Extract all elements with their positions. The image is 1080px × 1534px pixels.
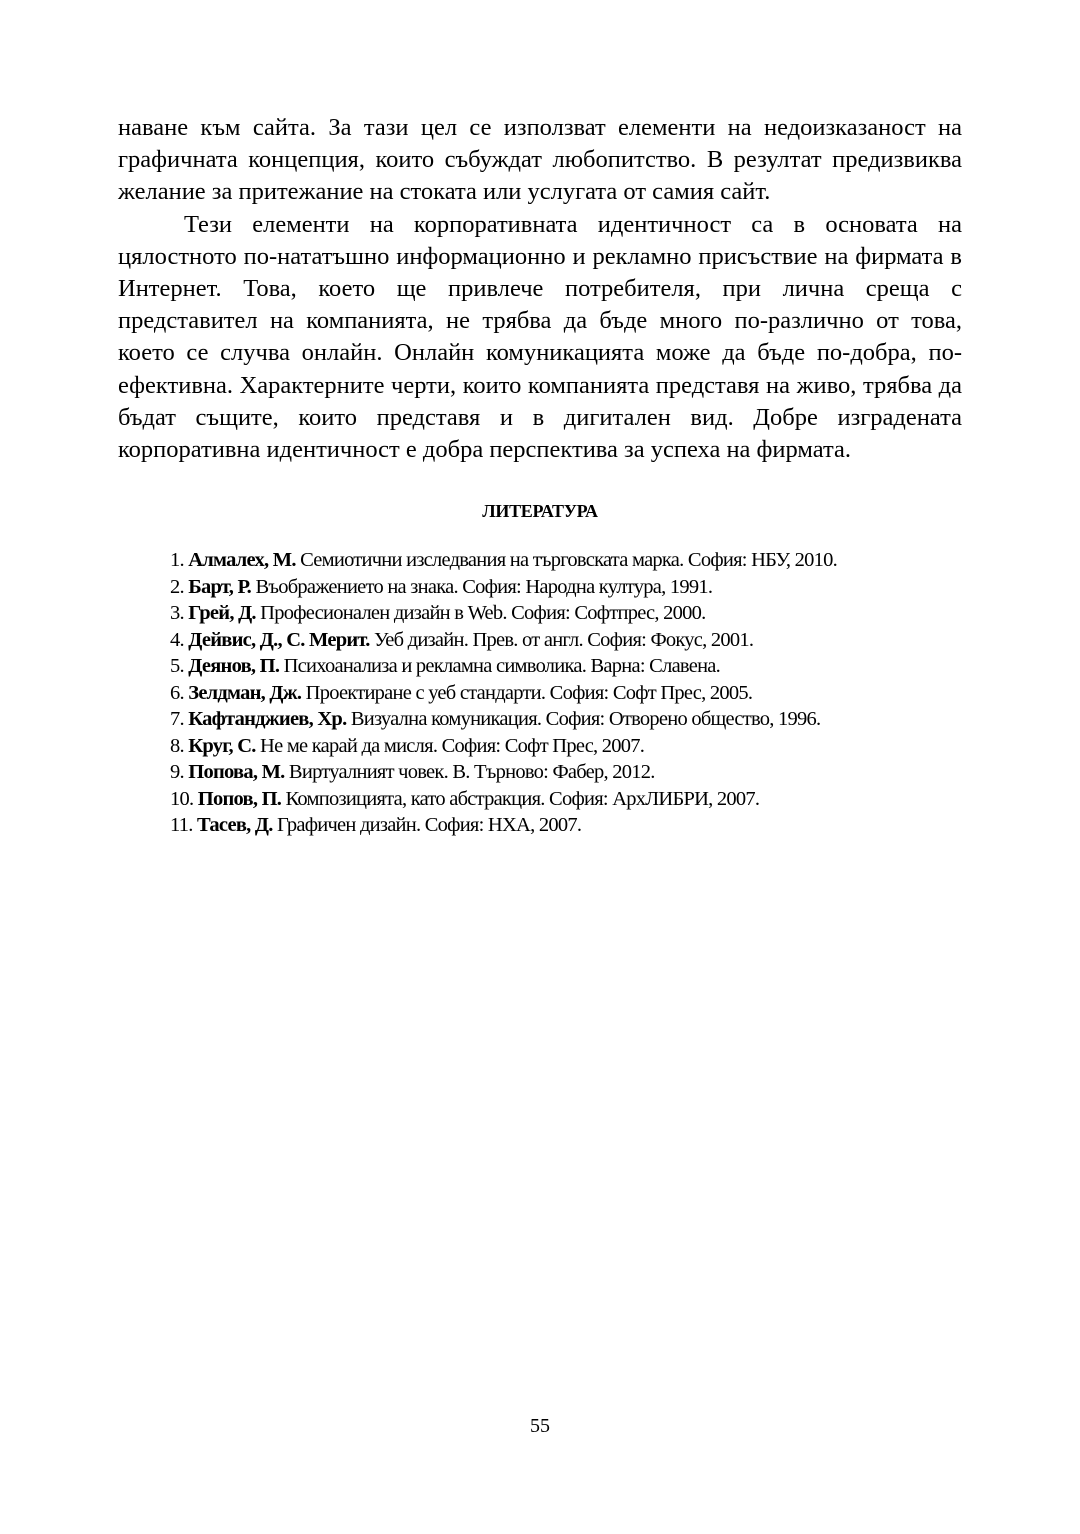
reference-author: Дейвис, Д., С. Мерит. [188, 628, 370, 651]
reference-details: Уеб дизайн. Прев. от англ. София: Фокус, 2001. [373, 628, 754, 651]
reference-item [170, 759, 962, 786]
reference-item [170, 706, 962, 733]
reference-number: 6. [170, 681, 184, 704]
reference-number: 10. [170, 787, 194, 810]
reference-details: Проектиране с уеб стандарти. София: Софт Прес, 2005. [305, 681, 753, 704]
reference-item [170, 574, 962, 601]
reference-item [170, 627, 962, 654]
body-paragraph-2: Тези елементи на корпоративната идентичност са в основата на цялостното по-нататъшно информационно и рекламно присъствие на фирмата в Интернет. Това, което ще привлече потребителя, при лична среща с представител на компанията, не трябва да бъде много по-различно от това, което се случва онлайн. Онлайн комуникацията може да бъде по-добра, по-ефективна. Характерните черти, които компанията представя на живо, трябва да бъдат същите, които представя и в дигитален вид. Добре изградената корпоративна идентичност е добра перспектива за успеха на фирмата. [118, 210, 962, 464]
reference-details: Виртуалният човек. В. Търново: Фабер, 2012. [288, 761, 655, 784]
document-page [118, 112, 962, 839]
reference-author: Деянов, П. [188, 655, 280, 678]
reference-details: Въображението на знака. София: Народна култура, 1991. [255, 575, 713, 598]
reference-author: Тасев, Д. [197, 814, 273, 837]
reference-author: Попов, П. [197, 787, 282, 810]
reference-item [170, 786, 962, 813]
reference-item [170, 600, 962, 627]
reference-author: Барт, Р. [188, 575, 252, 598]
reference-item [170, 653, 962, 680]
reference-author: Круг, С. [188, 734, 256, 757]
reference-details: Визуална комуникация. София: Отворено общество, 1996. [350, 708, 821, 731]
reference-number: 7. [170, 708, 184, 731]
reference-number: 5. [170, 655, 184, 678]
reference-details: Графичен дизайн. София: НХА, 2007. [277, 814, 582, 837]
reference-item [170, 547, 962, 574]
references-list [118, 547, 962, 839]
references-heading: ЛИТЕРАТУРА [482, 501, 598, 522]
reference-author: Алмалех, М. [188, 549, 296, 572]
reference-number: 3. [170, 602, 184, 625]
reference-author: Попова, М. [188, 761, 285, 784]
reference-number: 11. [170, 814, 193, 837]
reference-details: Психоанализа и рекламна символика. Варна: Славена. [283, 655, 721, 678]
reference-number: 8. [170, 734, 184, 757]
reference-number: 2. [170, 575, 184, 598]
reference-details: Професионален дизайн в Web. София: Софтпрес, 2000. [260, 602, 706, 625]
page-number: 55 [530, 1415, 550, 1437]
reference-details: Семиотични изследвания на търговската марка. София: НБУ, 2010. [300, 549, 837, 572]
reference-number: 4. [170, 628, 184, 651]
reference-item [170, 680, 962, 707]
reference-author: Зелдман, Дж. [188, 681, 302, 704]
reference-item [170, 812, 962, 839]
reference-item [170, 733, 962, 760]
reference-details: Композицията, като абстракция. София: АрхЛИБРИ, 2007. [285, 787, 760, 810]
reference-author: Кафтанджиев, Хр. [188, 708, 347, 731]
reference-number: 1. [170, 549, 184, 572]
reference-author: Грей, Д. [188, 602, 256, 625]
reference-number: 9. [170, 761, 184, 784]
reference-details: Не ме карай да мисля. София: Софт Прес, 2007. [260, 734, 645, 757]
body-paragraph-1: наване към сайта. За тази цел се използват елементи на недоизказаност на графичната концепция, които събуждат любопитство. В резултат предизвиква желание за притежание на стоката или услугата от самия сайт. [118, 114, 962, 206]
